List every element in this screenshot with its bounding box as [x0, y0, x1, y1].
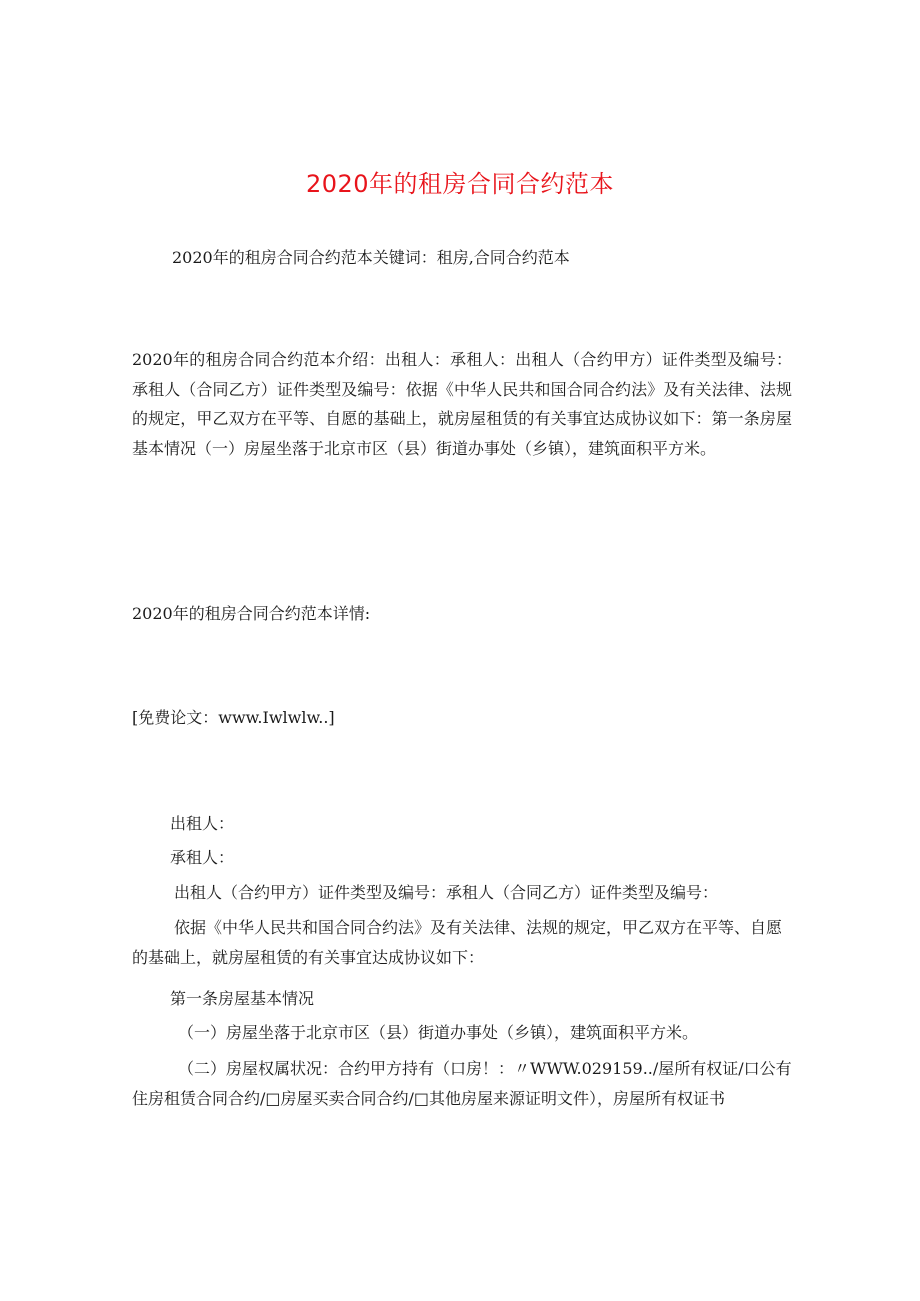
document-title: 2020年的租房合同合约范本	[305, 170, 615, 198]
id-type-line: 出租人（合约甲方）证件类型及编号：承租人（合同乙方）证件类型及编号：	[174, 883, 719, 902]
article-1-item-2: （二）房屋权属状况：合约甲方持有（口房！：〃WWW.029159../屋所有权证/口公有住房租赁合同合约/□房屋买卖合同合约/□其他房屋来源证明文件），房屋所有权证书	[132, 1059, 792, 1108]
keywords-line: 2020年的租房合同合约范本关键词：租房,合同合约范本	[172, 248, 570, 267]
lessee-line: 承租人：	[170, 848, 235, 867]
intro-paragraph: 2020年的租房合同合约范本介绍：出租人：承租人：出租人（合约甲方）证件类型及编号：承租人（合同乙方）证件类型及编号：依据《中华人民共和国合同合约法》及有关法律、法规的规定，甲乙双方在平等、自愿的基础上，就房屋租赁的有关事宜达成协议如下：第一条房屋基本情况（一）房屋坐落于北京市区（县）街道办事处（乡镇），建筑面积平方米。	[132, 350, 792, 458]
details-label: 2020年的租房合同合约范本详情:	[132, 604, 371, 623]
article-1-heading: 第一条房屋基本情况	[170, 989, 315, 1008]
free-paper-link[interactable]: [免费论文：www.Iwlwlw..]	[132, 708, 335, 727]
basis-paragraph: 依据《中华人民共和国合同合约法》及有关法律、法规的规定，甲乙双方在平等、自愿的基础上，就房屋租赁的有关事宜达成协议如下：	[132, 918, 783, 967]
article-1-item-1: （一）房屋坐落于北京市区（县）街道办事处（乡镇），建筑面积平方米。	[178, 1023, 699, 1042]
lessor-line: 出租人：	[170, 814, 235, 833]
